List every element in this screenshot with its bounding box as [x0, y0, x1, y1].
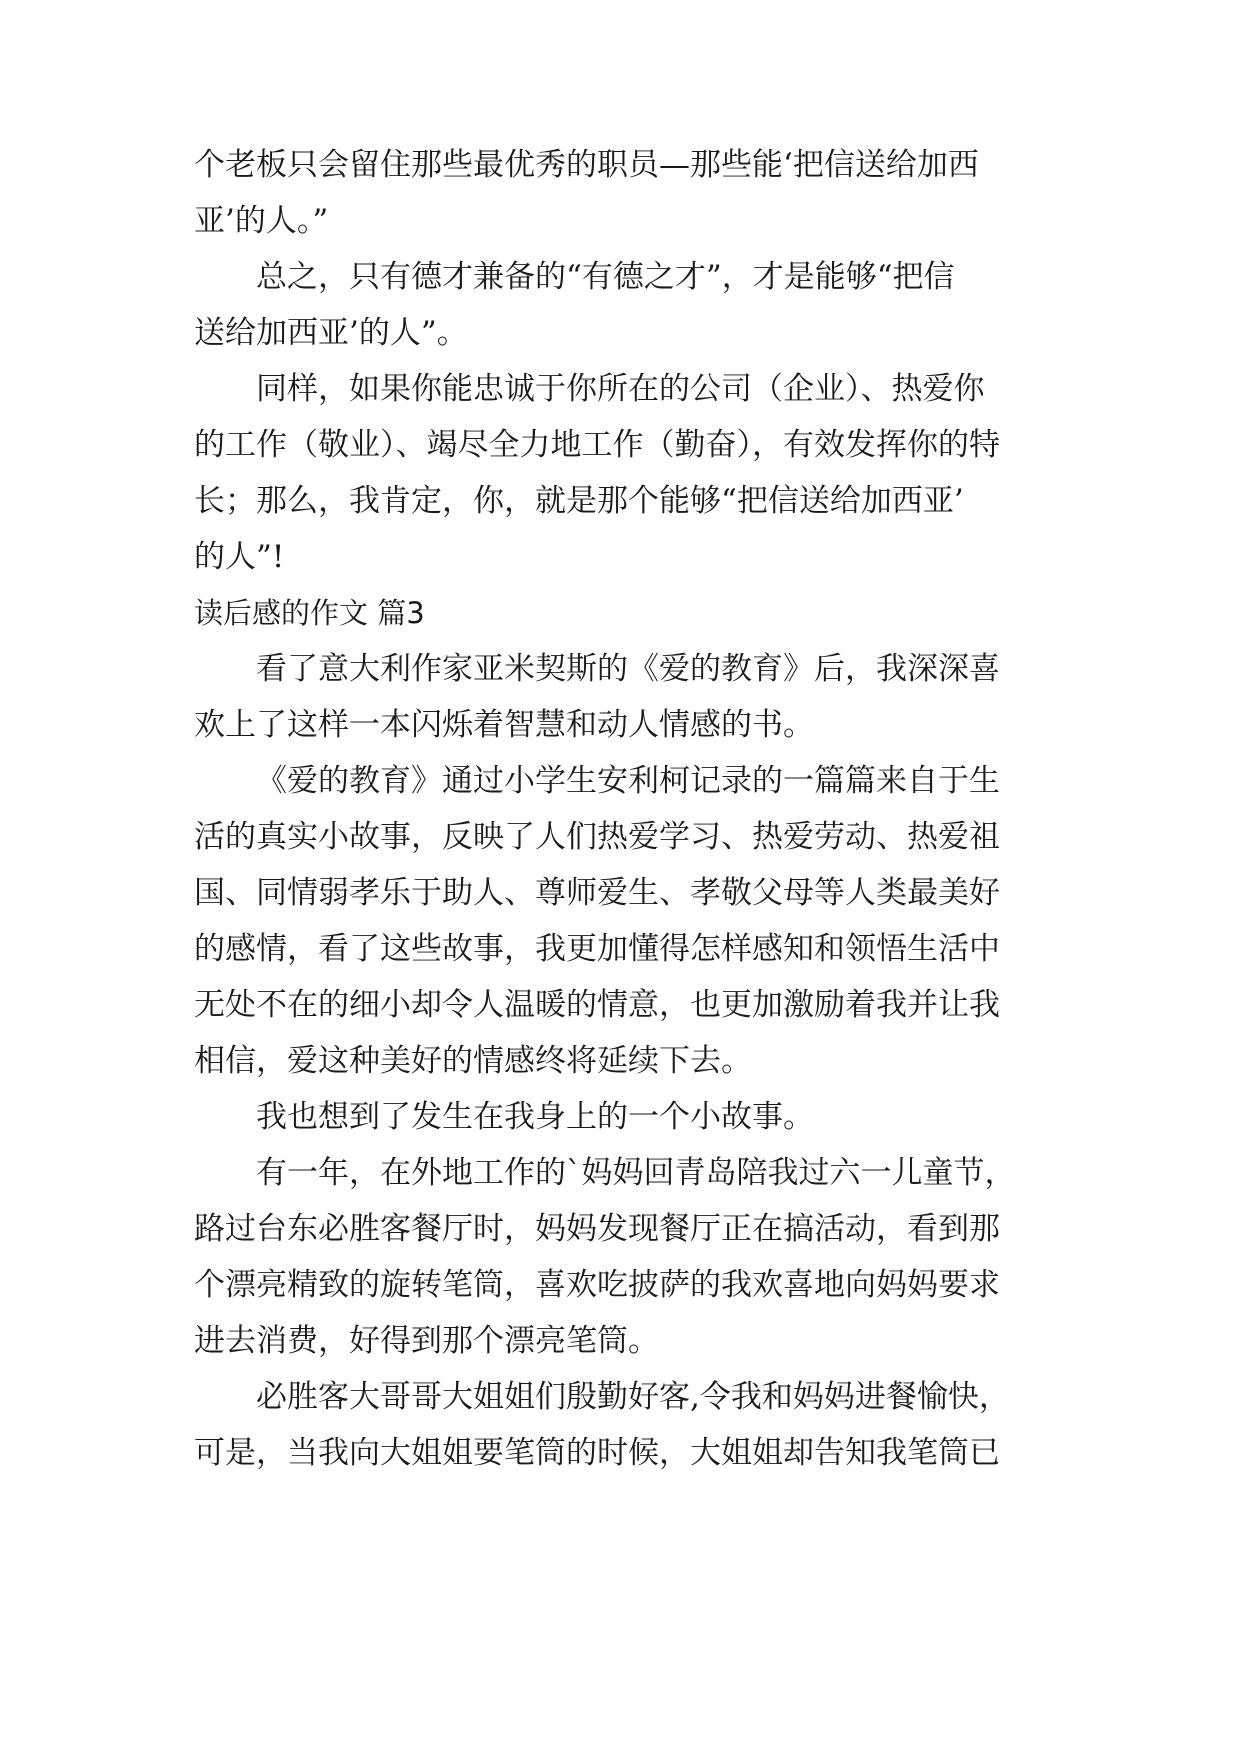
- text-line: 的人”!: [194, 539, 285, 575]
- paragraph-first-line: 看了意大利作家亚米契斯的《爱的教育》后，我深深喜: [256, 651, 1000, 687]
- text-line: 亚’的人。”: [194, 203, 329, 239]
- text-line: 个老板只会留住那些最优秀的职员—那些能‘把信送给加西: [194, 147, 979, 183]
- paragraph-first-line: 有一年，在外地工作的`妈妈回青岛陪我过六一儿童节，: [256, 1155, 1016, 1191]
- section-heading: 读后感的作文 篇3: [194, 596, 425, 630]
- text-line: 可是，当我向大姐姐要笔筒的时候，大姐姐却告知我笔筒已: [194, 1435, 1000, 1471]
- text-line: 欢上了这样一本闪烁着智慧和动人情感的书。: [194, 707, 814, 743]
- paragraph-first-line: 必胜客大哥哥大姐姐们殷勤好客,令我和妈妈进餐愉快，: [256, 1379, 1010, 1415]
- paragraph-first-line: 总之，只有德才兼备的“有德之才”，才是能够“把信: [256, 259, 955, 295]
- text-line: 的工作（敬业）、竭尽全力地工作（勤奋），有效发挥你的特: [194, 427, 1000, 463]
- text-line: 个漂亮精致的旋转笔筒，喜欢吃披萨的我欢喜地向妈妈要求: [194, 1267, 1000, 1303]
- paragraph-first-line: 《爱的教育》通过小学生安利柯记录的一篇篇来自于生: [256, 763, 1000, 799]
- text-line: 送给加西亚’的人”。: [194, 315, 468, 351]
- text-line: 进去消费，好得到那个漂亮笔筒。: [194, 1323, 659, 1359]
- text-line: 长；那么，我肯定，你，就是那个能够“把信送给加西亚’: [194, 483, 964, 519]
- text-line: 相信，爱这种美好的情感终将延续下去。: [194, 1043, 752, 1079]
- text-line: 国、同情弱孝乐于助人、尊师爱生、孝敬父母等人类最美好: [194, 875, 1000, 911]
- text-line: 的感情，看了这些故事，我更加懂得怎样感知和领悟生活中: [194, 931, 1000, 967]
- text-line: 活的真实小故事，反映了人们热爱学习、热爱劳动、热爱祖: [194, 819, 1000, 855]
- paragraph-first-line: 同样，如果你能忠诚于你所在的公司（企业）、热爱你: [256, 371, 985, 407]
- text-line: 无处不在的细小却令人温暖的情意，也更加激励着我并让我: [194, 987, 1000, 1023]
- paragraph-first-line: 我也想到了发生在我身上的一个小故事。: [256, 1099, 814, 1135]
- text-line: 路过台东必胜客餐厅时，妈妈发现餐厅正在搞活动，看到那: [194, 1211, 1000, 1247]
